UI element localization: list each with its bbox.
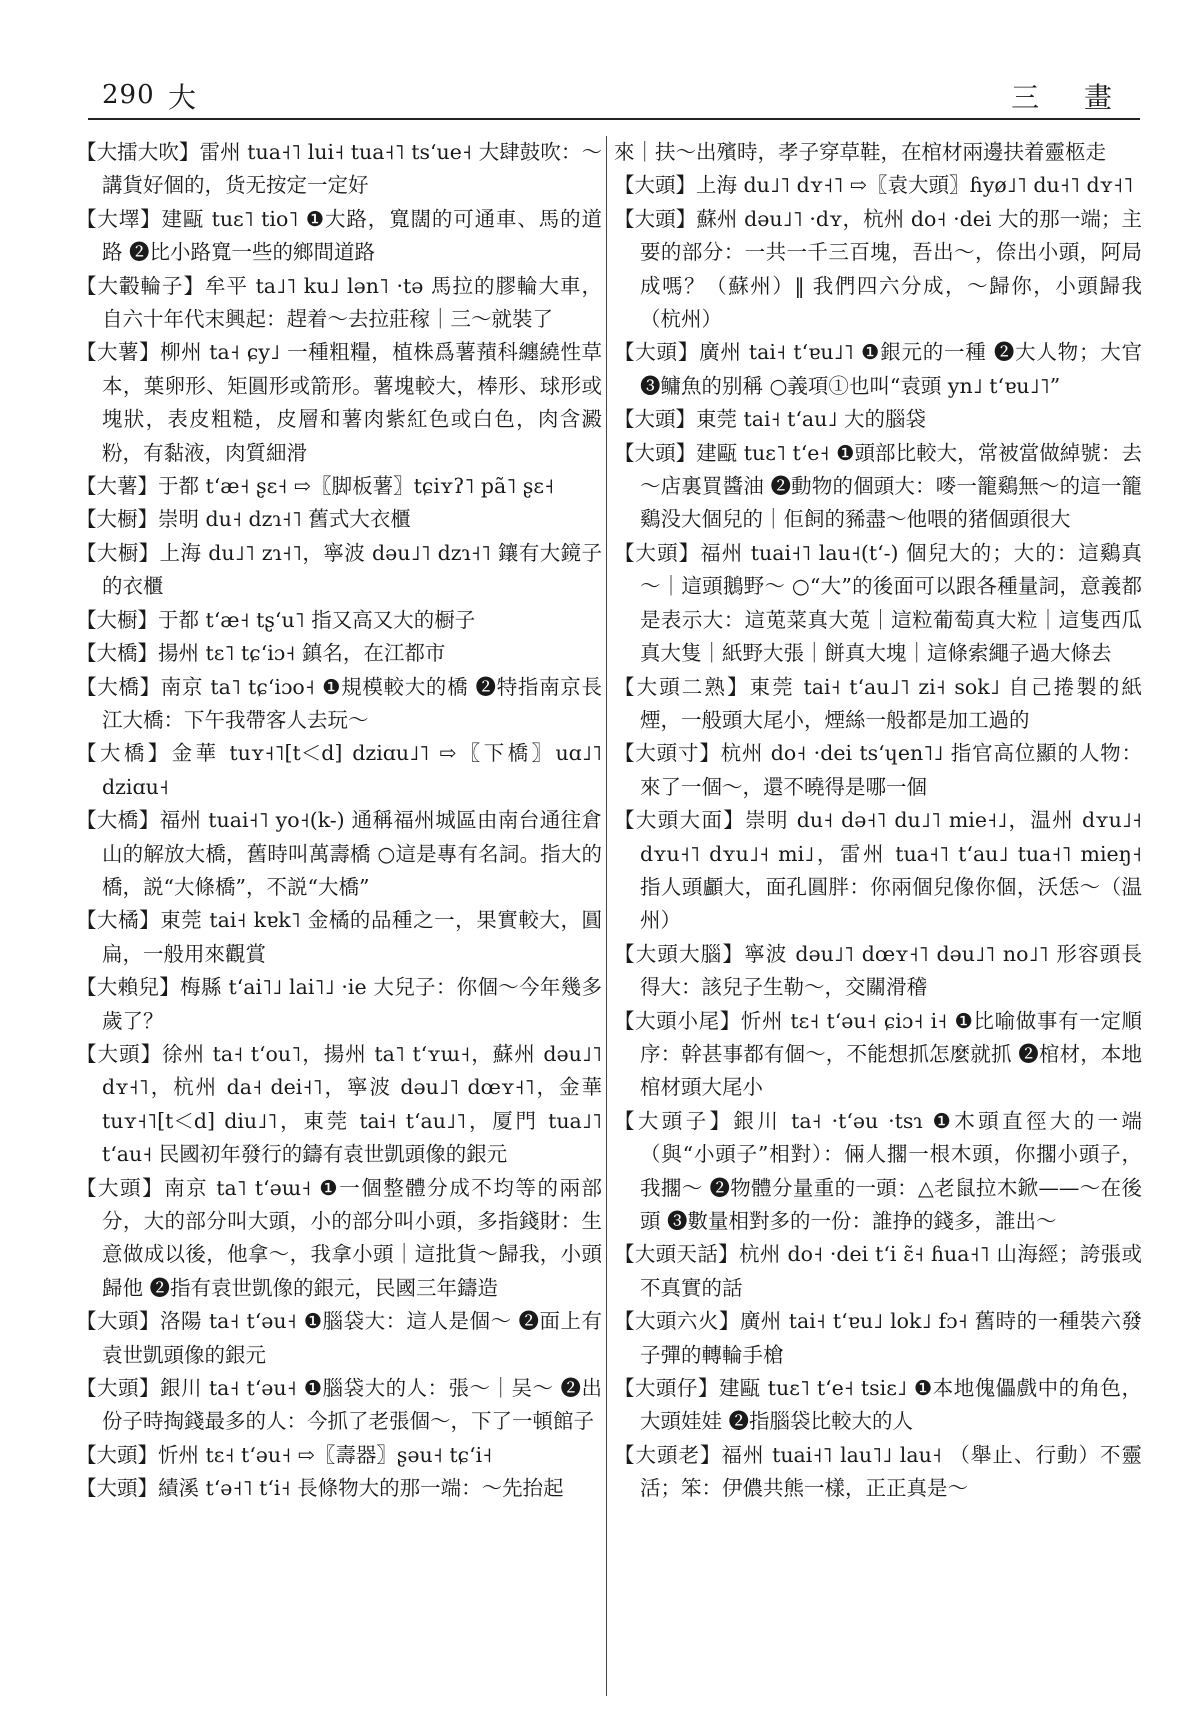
dictionary-entry: 【大頭】廣州 tai˧ tʻɐu˩˥ ❶銀元的一種 ❷大人物；大官 ❸鳙魚的别稱 ○義項①也叫“袁頭 yn˩ tʻɐu˩˥” [614, 340, 1142, 398]
dictionary-entry: 【大橋】揚州 tɛ˥ tɕʻiɔ˧ 鎮名，在江都市 [76, 641, 446, 666]
dictionary-entry: 【大頭】績溪 tʻə˧˥ tʻi˧ 長條物大的那一端：～先抬起 [76, 1476, 564, 1501]
right-column [614, 136, 1142, 1696]
dictionary-entry: 【大薯】柳州 ta˧ ɕy˩ 一種粗糧，植株爲薯蕷科纏繞性草本，葉卵形、矩圓形或箭形。薯塊較大，棒形、球形或塊狀，表皮粗糙，皮層和薯肉紫紅色或白色，肉含澱粉，有黏液，肉質細滑 [76, 340, 602, 465]
dictionary-entry: 【大頭】忻州 tɛ˧ tʻəu˧ ⇨〖壽器〗ʂəu˧ tɕʻi˧ [76, 1442, 493, 1467]
dictionary-entry: 【大頭】建甌 tuɛ˥ tʻe˧ ❶頭部比較大，常被當做綽號：去～店裏買醬油 ❷動物的個頭大：嘜一籠鷄無～的這一籠鷄没大個兒的｜佢飼的豨盡～他喂的猪個頭很大 [614, 440, 1142, 532]
dictionary-entry: 【大頭寸】杭州 do˧ ·dei tsʻɥen˥˩ 指官高位顯的人物：來了一個～，還不曉得是哪一個 [614, 741, 1142, 799]
dictionary-entry: 【大橋】福州 tuai˧˥ yo˧(k-) 通稱福州城區由南台通往倉山的解放大橋，舊時叫萬壽橋 ○這是專有名詞。指大的橋，説“大條橋”，不説“大橋” [76, 808, 602, 899]
dictionary-entry: 【大轂輪子】牟平 ta˩˥ ku˩ lən˥ ·tə 馬拉的膠輪大車，自六十年代末興起：趕着～去拉莊稼｜三～就裝了 [76, 273, 602, 332]
dictionary-entry: 【大橋】南京 ta˥ tɕʻiɔo˧ ❶規模較大的橋 ❷特指南京長江大橋：下午我帶客人去玩～ [76, 674, 602, 732]
dictionary-entry: 【大賴兒】梅縣 tʻai˥˩ lai˥˩ ·ie 大兒子：你個～今年幾多歲了？ [76, 975, 602, 1033]
dictionary-entry: 【大頭】洛陽 ta˧ tʻəu˧ ❶腦袋大：這人是個～ ❷面上有袁世凱頭像的銀元 [76, 1309, 602, 1367]
dictionary-entry: 【大頭】蘇州 dəu˩˥ ·dʏ，杭州 do˧ ·dei 大的那一端；主要的部分：一共一千三百塊，吾出～，倷出小頭，阿局成嗎？（蘇州）‖ 我們四六分成，～歸你，小頭歸我（杭州） [614, 206, 1142, 332]
dictionary-entry: 【大頭小尾】忻州 tɛ˧ tʻəu˧ ɕiɔ˧ i˧ ❶比喻做事有一定順序：幹甚事都有個～，不能想抓怎麼就抓 ❷棺材，本地棺材頭大尾小 [614, 1008, 1142, 1100]
dictionary-entry: 【大頭大腦】寧波 dəu˩˥ dœʏ˧˥ dəu˩˥ no˩˥ 形容頭長得大：該兒子生勒～，交關滑稽 [614, 941, 1142, 1000]
page-header [88, 78, 1140, 120]
dictionary-entry: 【大頭天話】杭州 do˧ ·dei tʻi ɛ̃˧ ɦua˧˥ 山海經；誇張或不真實的話 [614, 1242, 1142, 1300]
dictionary-entry: 【大頭】上海 du˩˥ dʏ˧˥ ⇨〖袁大頭〗ɦyø˩˥ du˧˥ dʏ˧˥ [614, 173, 1134, 198]
dictionary-entry: 【大橱】上海 du˩˥ zɿ˧˥，寧波 dəu˩˥ dzɿ˧˥ 鑲有大鏡子的衣櫃 [76, 540, 602, 599]
dictionary-entry: 【大頭仔】建甌 tuɛ˥ tʻe˧ tsiɛ˩ ❶本地傀儡戲中的角色，大頭娃娃 ❷指腦袋比較大的人 [614, 1376, 1142, 1434]
dictionary-entry: 【大薯】于都 tʻæ˧ ʂɛ˧ ⇨〖脚板薯〗tɕiʏʔ˥ pã˥ ʂɛ˧ [76, 474, 555, 499]
left-column [76, 136, 602, 1696]
dictionary-entry: 【大橋】金華 tuʏ˧˥[t＜d] dziɑu˩˥ ⇨〖下橋〗uɑ˩˥ dziɑu˧ [76, 741, 602, 799]
dictionary-entry-continuation: 來｜扶～出殯時，孝子穿草鞋，在棺材兩邊扶着靈柩走 [614, 140, 1106, 164]
dictionary-entry: 【大頭老】福州 tuai˧˥ lau˥˩ lau˧ （舉止、行動）不靈活；笨：伊儂共熊一樣，正正真是～ [614, 1442, 1142, 1501]
column-divider [606, 136, 607, 1696]
page-number: 290 [102, 80, 155, 110]
dictionary-entry: 【大頭子】銀川 ta˧ ·tʻəu ·tsɿ ❶木頭直徑大的一端（與“小頭子”相對）：倆人擱一根木頭，你擱小頭子，我擱～ ❷物體分量重的一頭：△老鼠拉木鍁——～在後頭 ❸數量相對多的一份：誰挣的錢多，誰出～ [614, 1108, 1142, 1233]
dictionary-entry: 【大頭大面】崇明 du˧ də˧˥ du˩˥ mie˧˩，温州 dʏu˩˧ dʏu˧˥ dʏu˩˧ mi˩，雷州 tua˧˥ tʻau˩ tua˧˥ mieŋ˧ 指人頭顱大，面孔圓胖：你兩個兒像你個，沃恁～（温州） [614, 808, 1142, 933]
dictionary-entry: 【大橘】東莞 tai˧ kɐk˥ 金橘的品種之一，果實較大，圓扁，一般用來觀賞 [76, 908, 602, 966]
dictionary-entry: 【大墿】建甌 tuɛ˥ tio˥ ❶大路，寬闊的可通車、馬的道路 ❷比小路寬一些的鄉間道路 [76, 206, 602, 265]
dictionary-entry: 【大頭六火】廣州 tai˧ tʻɐu˩ lok˩ fɔ˧ 舊時的一種裝六發子彈的轉輪手槍 [614, 1309, 1142, 1367]
dictionary-entry: 【大頭】東莞 tai˧ tʻau˩ 大的腦袋 [614, 407, 926, 432]
dictionary-entry: 【大頭】徐州 ta˧ tʻou˥，揚州 ta˥ tʻʏɯ˧，蘇州 dəu˩˥ dʏ˧˥，杭州 da˧ dei˧˥，寧波 dəu˩˥ dœʏ˧˥，金華 tuʏ˧˥[t＜d] diu˩˥，東莞 tai˧ tʻau˩˥，厦門 tua˩˥ tʻau˧ 民國初年發行的鑄有袁世凱頭像的銀元 [76, 1041, 602, 1167]
section-title: 三 畫 [1011, 81, 1130, 114]
dictionary-entry: 【大橱】于都 tʻæ˧ tʂʻu˥ 指又高又大的橱子 [76, 607, 476, 632]
dictionary-entry: 【大頭】南京 ta˥ tʻəɯ˧ ❶一個整體分成不均等的兩部分，大的部分叫大頭，小的部分叫小頭，多指錢財：生意做成以後，他拿～，我拿小頭｜這批貨～歸我，小頭歸他 ❷指有袁世凱像的銀元，民國三年鑄造 [76, 1175, 602, 1300]
dictionary-entry: 【大頭】銀川 ta˧ tʻəu˧ ❶腦袋大的人：張～｜吴～ ❷出份子時掏錢最多的人：今抓了老張個～，下了一頓館子 [76, 1376, 602, 1434]
dictionary-entry: 【大頭二熟】東莞 tai˧ tʻau˩˥ zi˧ sok˩ 自己捲製的紙煙，一般頭大尾小，煙絲一般都是加工過的 [614, 674, 1142, 732]
dictionary-entry: 【大橱】崇明 du˧ dzɿ˧˥ 舊式大衣櫃 [76, 507, 411, 532]
dictionary-entry: 【大擂大吹】雷州 tua˧˥ lui˧ tua˧˥ tsʻue˧ 大肆鼓吹：～講貨好個的，货无按定一定好 [76, 140, 602, 198]
dictionary-entry: 【大頭】福州 tuai˧˥ lau˧(tʻ-) 個兒大的；大的：這鷄真～｜這頭鵝野～ ○“大”的後面可以跟各種量詞，意義都是表示大：這莵菜真大莵｜這粒葡萄真大粒｜這隻西瓜真大隻｜紙野大張｜餅真大塊｜這條索繩子過大條去 [614, 540, 1142, 666]
head-character: 大 [168, 81, 197, 114]
